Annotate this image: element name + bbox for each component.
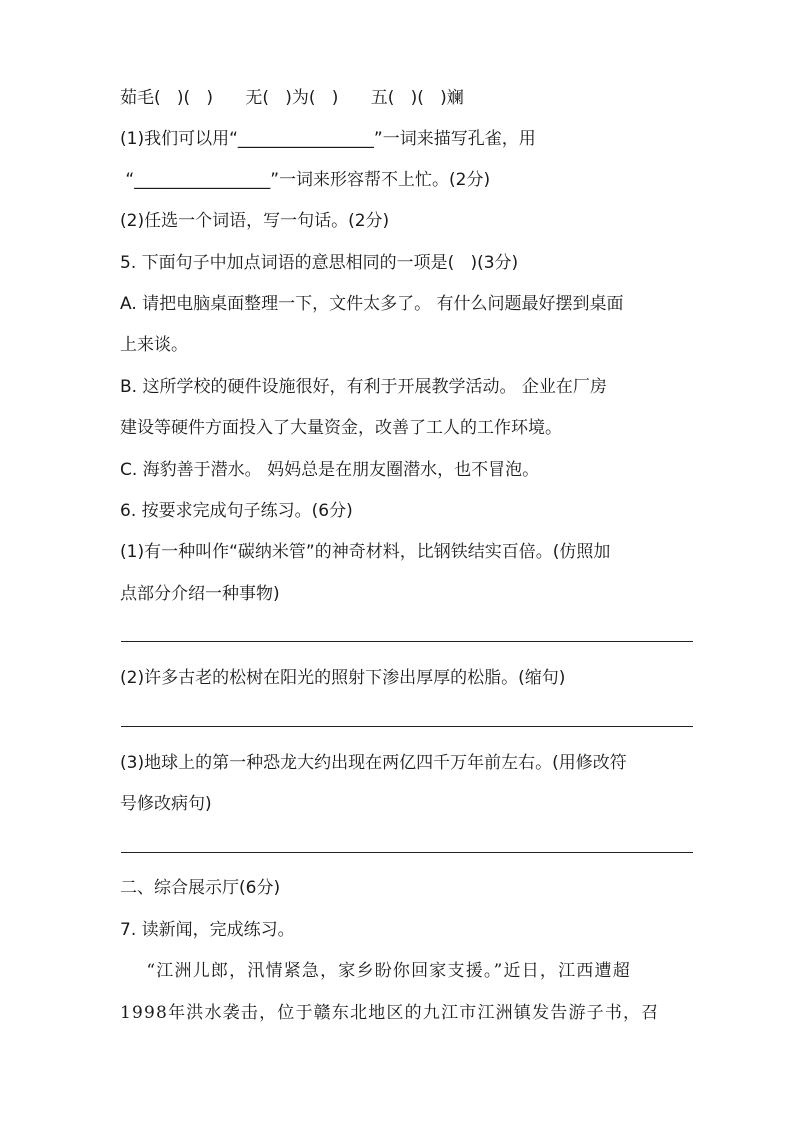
q5-option-b-cont: 建设等硬件方面投入了大量资金，改善了工人的工作环境。 [120, 418, 562, 438]
section-2-heading: 二、综合展示厅(6分) [120, 878, 281, 898]
answer-line-q6-3[interactable] [121, 852, 693, 853]
answer-line-q6-1[interactable] [121, 641, 693, 642]
q6-2: (2)许多古老的松树在阳光的照射下渗出厚厚的松脂。(缩句) [120, 668, 566, 688]
q5-option-a-cont: 上来谈。 [120, 335, 188, 355]
q5-option-b: B. 这所学校的硬件设施很好，有利于开展教学活动。 企业在厂房 [120, 377, 607, 397]
q4-2: (2)任选一个词语，写一句话。(2分) [120, 211, 390, 231]
news-paragraph-line-1: “江洲儿郎，汛情紧急，家乡盼你回家支援。”近日，江西遭超 [120, 961, 631, 981]
idiom-fill-blanks: 茹毛( )( ) 无( )为( ) 五( )( )斓 [120, 88, 464, 108]
news-paragraph-line-2: 1998年洪水袭击，位于赣东北地区的九江市江洲镇发告游子书，召 [120, 1003, 660, 1023]
answer-line-q6-2[interactable] [121, 726, 693, 727]
q6-stem: 6. 按要求完成句子练习。(6分) [120, 501, 353, 521]
q4-1-line-1: (1)我们可以用“________________”一词来描写孔雀，用 [120, 129, 536, 149]
q6-3-cont: 号修改病句) [120, 794, 212, 814]
q5-option-c: C. 海豹善于潜水。 妈妈总是在朋友圈潜水，也不冒泡。 [120, 460, 540, 480]
q5-option-a: A. 请把电脑桌面整理一下，文件太多了。 有什么问题最好摆到桌面 [120, 294, 624, 314]
q6-3: (3)地球上的第一种恐龙大约出现在两亿四千万年前左右。(用修改符 [120, 753, 627, 773]
q5-stem: 5. 下面句子中加点词语的意思相同的一项是( )(3分) [120, 253, 519, 273]
q6-1: (1)有一种叫作“碳纳米管”的神奇材料，比钢铁结实百倍。(仿照加 [120, 542, 611, 562]
q7-stem: 7. 读新闻，完成练习。 [120, 920, 295, 940]
q6-1-cont: 点部分介绍一种事物) [120, 584, 280, 604]
q4-1-line-2: “________________”一词来形容帮不上忙。(2分) [120, 170, 491, 190]
